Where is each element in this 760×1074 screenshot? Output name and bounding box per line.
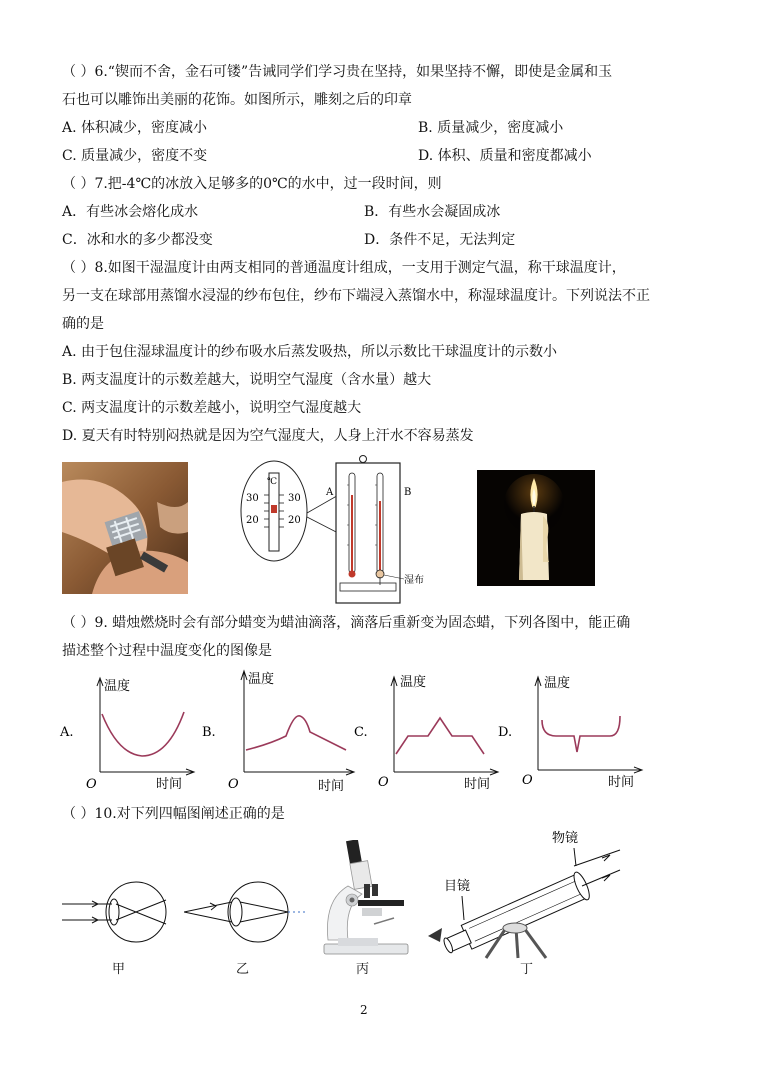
q8-line1: （ ）8.如图干湿温度计由两支相同的普通温度计组成，一支用于测定气温，称干球温度计， xyxy=(62,260,626,276)
thermo-unit: ℃ xyxy=(267,477,278,487)
q9-line1: （ ）9. 蜡烛燃烧时会有部分蜡变为蜡油滴落，滴落后重新变为固态蜡，下列各图中，能正确 xyxy=(62,615,631,631)
graph-d-y-label: 温度 xyxy=(544,676,571,691)
graph-c-y-label: 温度 xyxy=(400,675,427,690)
thermo-scale-bottom-right: 20 xyxy=(288,515,301,526)
caption-bing: 丙 xyxy=(356,962,370,977)
caption-ding: 丁 xyxy=(520,962,534,977)
eye-diagram-jia xyxy=(62,880,174,944)
caption-jia: 甲 xyxy=(112,962,126,977)
q6-line2: 石也可以雕饰出美丽的花饰。如图所示，雕刻之后的印章 xyxy=(62,92,412,108)
graph-c xyxy=(352,668,502,794)
q6-line1: （ ）6.“锲而不舍，金石可镂”告诫同学们学习贵在坚持，如果坚持不懈，即使是金属和玉 xyxy=(62,64,613,80)
eyepiece-label: 目镜 xyxy=(444,879,471,894)
graph-a-curve xyxy=(102,712,184,756)
graph-a-y-label: 温度 xyxy=(104,679,131,694)
graph-b-x-label: 时间 xyxy=(318,779,345,794)
thermo-scale-top-left: 30 xyxy=(246,493,259,504)
q8-option-a: A. 由于包住湿球温度计的纱布吸水后蒸发吸热，所以示数比干球温度计的示数小 xyxy=(62,344,558,360)
thermo-scale-bottom-left: 20 xyxy=(246,515,259,526)
graph-a xyxy=(58,668,198,792)
q9-line2: 描述整个过程中温度变化的图像是 xyxy=(62,643,272,659)
graph-c-curve xyxy=(396,718,484,754)
caption-yi: 乙 xyxy=(236,962,250,977)
q6-option-c: C. 质量减少，密度不变 xyxy=(62,148,208,164)
microscope-image xyxy=(318,840,412,956)
eye-diagram-yi xyxy=(184,880,308,944)
graph-b-origin: O xyxy=(228,777,239,792)
q7-option-a: A．有些冰会熔化成水 xyxy=(62,204,199,220)
graph-b-letter: B. xyxy=(202,725,216,740)
candle-photo xyxy=(477,470,595,586)
thermometer-a-label: A xyxy=(326,487,334,498)
graph-d xyxy=(496,668,646,792)
graph-d-x-label: 时间 xyxy=(608,775,635,790)
graph-c-x-label: 时间 xyxy=(464,777,491,792)
objective-label: 物镜 xyxy=(552,831,579,846)
graph-a-origin: O xyxy=(86,777,97,792)
q8-line3: 确的是 xyxy=(62,316,104,332)
telescope-diagram xyxy=(424,824,624,960)
q7-line1: （ ）7.把-4℃的冰放入足够多的0℃的水中，过一段时间，则 xyxy=(62,176,442,192)
thermo-scale-top-right: 30 xyxy=(288,493,301,504)
wet-cloth-label: 湿布 xyxy=(404,575,424,586)
graph-d-letter: D. xyxy=(498,725,513,740)
graph-c-origin: O xyxy=(378,775,389,790)
graph-b-curve xyxy=(246,716,346,750)
q6-option-b: B. 质量减少，密度减小 xyxy=(418,120,564,136)
q8-option-d: D. 夏天有时特别闷热就是因为空气湿度大，人身上汗水不容易蒸发 xyxy=(62,428,474,444)
graph-a-x-label: 时间 xyxy=(156,777,183,792)
graph-b-y-label: 温度 xyxy=(248,672,275,687)
q8-line2: 另一支在球部用蒸馏水浸湿的纱布包住，纱布下端浸入蒸馏水中，称湿球温度计。下列说法不正 xyxy=(62,288,650,304)
seal-carving-photo xyxy=(62,462,188,594)
page-number: 2 xyxy=(360,1003,368,1017)
q10-line1: （ ）10.对下列四幅图阐述正确的是 xyxy=(62,806,285,822)
graph-d-origin: O xyxy=(522,773,533,788)
wet-dry-thermometer-figure xyxy=(236,455,436,605)
graph-a-letter: A. xyxy=(60,725,74,740)
thermometer-b-label: B xyxy=(404,487,412,498)
q6-option-a: A. 体积减少，密度减小 xyxy=(62,120,208,136)
q7-option-d: D．条件不足，无法判定 xyxy=(364,232,516,248)
graph-d-curve xyxy=(542,716,620,752)
q7-option-b: B．有些水会凝固成冰 xyxy=(364,204,501,220)
q7-option-c: C．冰和水的多少都没变 xyxy=(62,232,213,248)
q8-option-b: B. 两支温度计的示数差越大，说明空气湿度（含水量）越大 xyxy=(62,372,432,388)
graph-c-letter: C. xyxy=(354,725,368,740)
graph-b xyxy=(200,664,356,794)
q8-option-c: C. 两支温度计的示数差越小，说明空气湿度越大 xyxy=(62,400,362,416)
q6-option-d: D. 体积、质量和密度都减小 xyxy=(418,148,592,164)
